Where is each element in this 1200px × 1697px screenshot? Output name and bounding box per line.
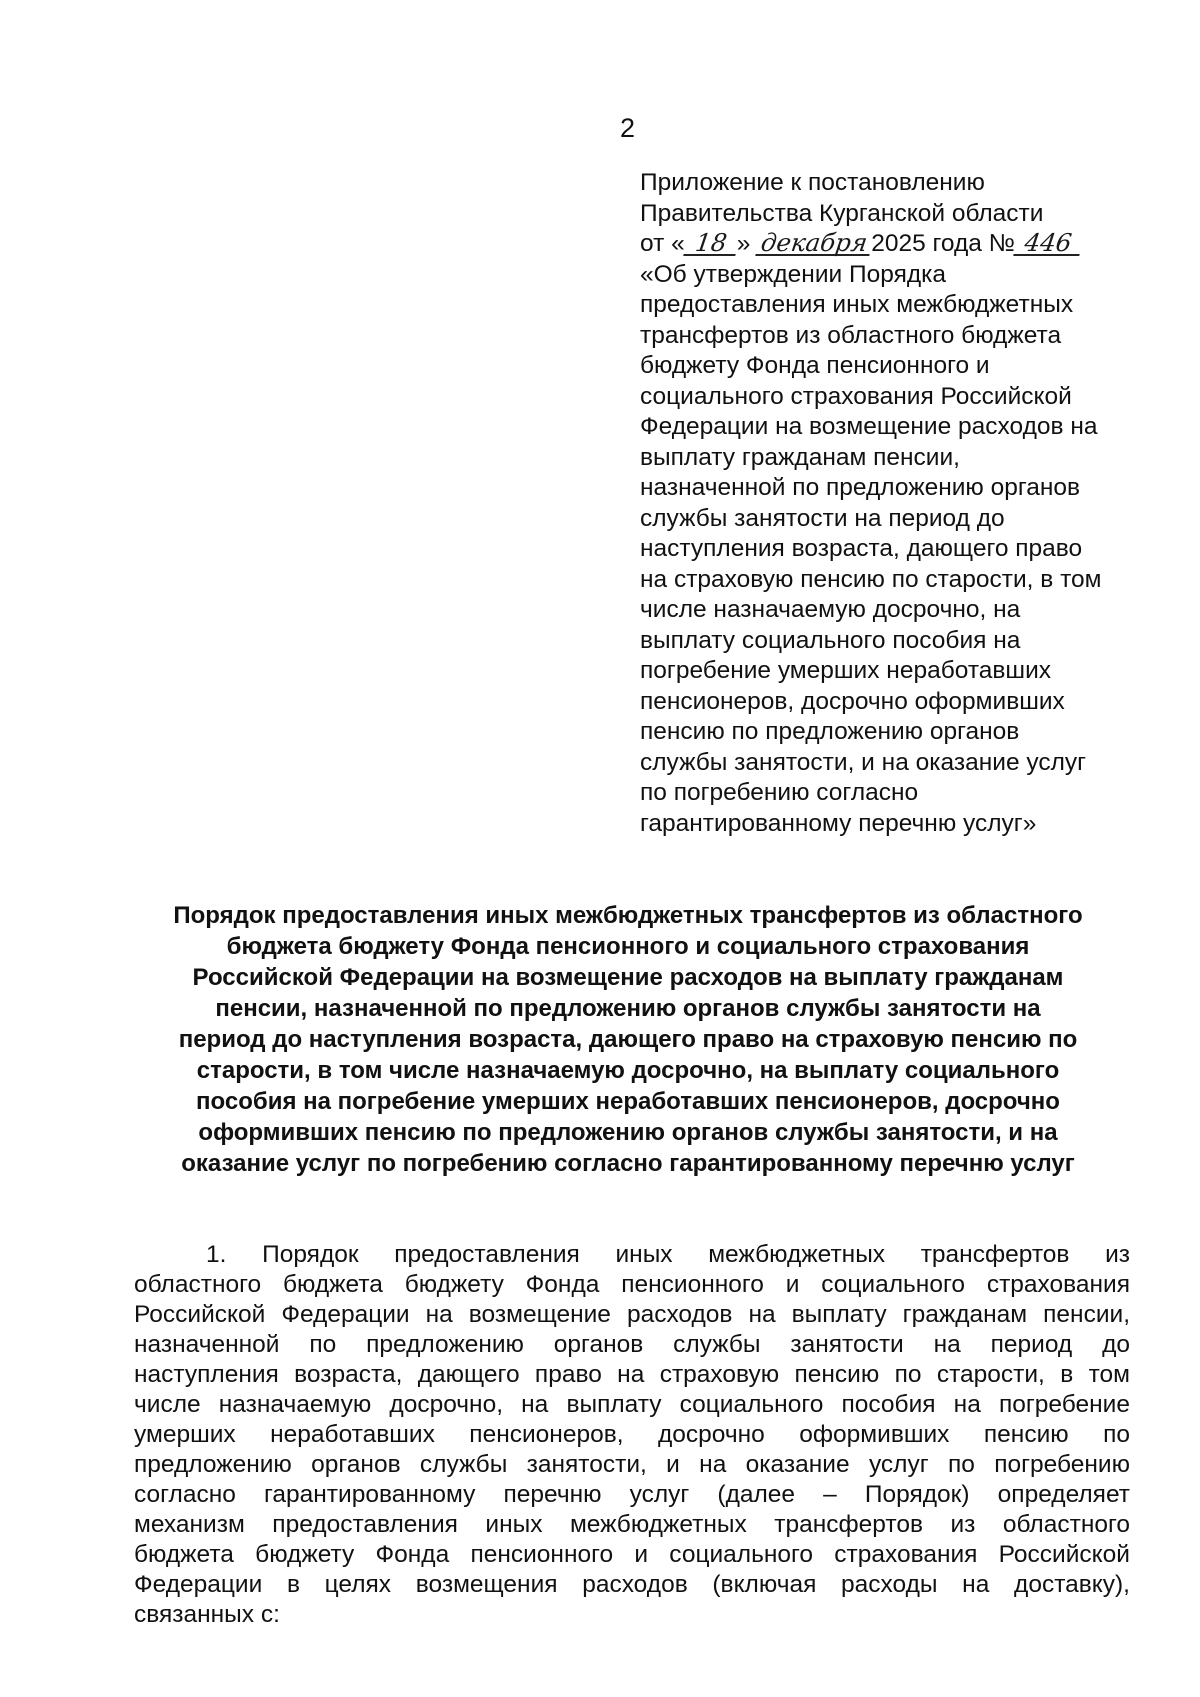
appendix-title-line: Федерации на возмещение расходов на — [640, 413, 1098, 440]
appendix-title-line: социального страхования Российской — [640, 382, 1072, 410]
paragraph-line: механизм предоставления иных межбюджетных трансфертов из областного — [134, 1511, 1130, 1538]
appendix-title-line: числе назначаемую досрочно, на — [640, 596, 1021, 623]
heading-line: старости, в том числе назначаемую досрочно, на выплату социального — [196, 1057, 1060, 1084]
handwritten-doc-number: 446 — [1013, 232, 1082, 256]
paragraph-line: наступления возраста, дающего право на страховую пенсию по старости, в том — [134, 1361, 1130, 1388]
paragraph-line: числе назначаемую досрочно, на выплату социального пособия на погребение — [134, 1391, 1130, 1418]
paragraph-line: предложению органов службы занятости, и на оказание услуг по погребению — [134, 1451, 1130, 1478]
heading-line: оформивших пенсию по предложению органов службы занятости, и на — [198, 1119, 1058, 1146]
paragraph-line: согласно гарантированному перечню услуг (далее – Порядок) определяет — [134, 1481, 1130, 1508]
paragraph-line: бюджета бюджету Фонда пенсионного и социального страхования Российской — [134, 1541, 1130, 1568]
appendix-title-line: выплату гражданам пенсии, — [640, 443, 960, 471]
appendix-title-line: пенсионеров, досрочно оформивших — [640, 687, 1065, 715]
handwritten-day: 18 — [683, 232, 738, 256]
appendix-title-line: пенсию по предложению органов — [640, 718, 1020, 745]
heading-line: оказание услуг по погребению согласно гарантированному перечню услуг — [181, 1150, 1075, 1177]
date-prefix: от « — [640, 230, 685, 257]
paragraph-1 — [134, 1240, 1130, 1630]
appendix-title-line: выплату социального пособия на — [640, 626, 1021, 654]
appendix-block — [640, 168, 1160, 839]
appendix-line: Приложение к постановлению — [640, 169, 985, 196]
appendix-line: Правительства Курганской области — [640, 199, 1044, 227]
paragraph-line: Федерации в целях возмещения расходов (включая расходы на доставку), — [134, 1571, 1130, 1598]
appendix-title-line: наступления возраста, дающего право — [640, 535, 1083, 562]
document-heading — [128, 900, 1128, 1179]
appendix-title-line: службы занятости, и на оказание услуг — [640, 748, 1087, 776]
paragraph-line: связанных с: — [134, 1601, 280, 1628]
paragraph-line: областного бюджета бюджету Фонда пенсионного и социального страхования — [134, 1271, 1130, 1298]
appendix-title-line: «Об утверждении Порядка — [640, 260, 947, 288]
date-separator: » — [736, 230, 751, 257]
date-year: 2025 года № — [871, 230, 1016, 257]
paragraph-line: умерших неработавших пенсионеров, досрочно оформивших пенсию по — [134, 1421, 1130, 1448]
heading-line: бюджета бюджету Фонда пенсионного и социального страхования — [226, 933, 1030, 960]
page-number: 2 — [620, 113, 636, 143]
appendix-title-line: на страховую пенсию по старости, в том — [640, 565, 1102, 593]
appendix-title-line: трансфертов из областного бюджета — [640, 321, 1062, 349]
heading-line: пособия на погребение умерших неработавших пенсионеров, досрочно — [196, 1088, 1060, 1115]
appendix-title-line: погребение умерших неработавших — [640, 657, 1052, 684]
heading-line: Порядок предоставления иных межбюджетных трансфертов из областного — [173, 902, 1083, 929]
paragraph-line: 1. Порядок предоставления иных межбюджетных трансфертов из — [206, 1241, 1130, 1268]
heading-line: пенсии, назначенной по предложению органов службы занятости на — [215, 995, 1041, 1022]
heading-line: Российской Федерации на возмещение расходов на выплату гражданам — [192, 964, 1064, 991]
appendix-title-line: гарантированному перечню услуг» — [640, 809, 1037, 837]
paragraph-line: Российской Федерации на возмещение расходов на выплату гражданам пенсии, — [134, 1301, 1130, 1328]
appendix-title-line: бюджету Фонда пенсионного и — [640, 352, 990, 379]
heading-line: период до наступления возраста, дающего право на страховую пенсию по — [178, 1026, 1078, 1053]
handwritten-month: декабря — [756, 232, 873, 256]
appendix-title-line: по погребению согласно — [640, 779, 919, 806]
paragraph-line: назначенной по предложению органов службы занятости на период до — [134, 1331, 1130, 1358]
appendix-date-line — [640, 229, 1160, 260]
appendix-title-line: предоставления иных межбюджетных — [640, 291, 1074, 318]
appendix-title-line: назначенной по предложению органов — [640, 474, 1081, 501]
appendix-title-line: службы занятости на период до — [640, 504, 1005, 532]
